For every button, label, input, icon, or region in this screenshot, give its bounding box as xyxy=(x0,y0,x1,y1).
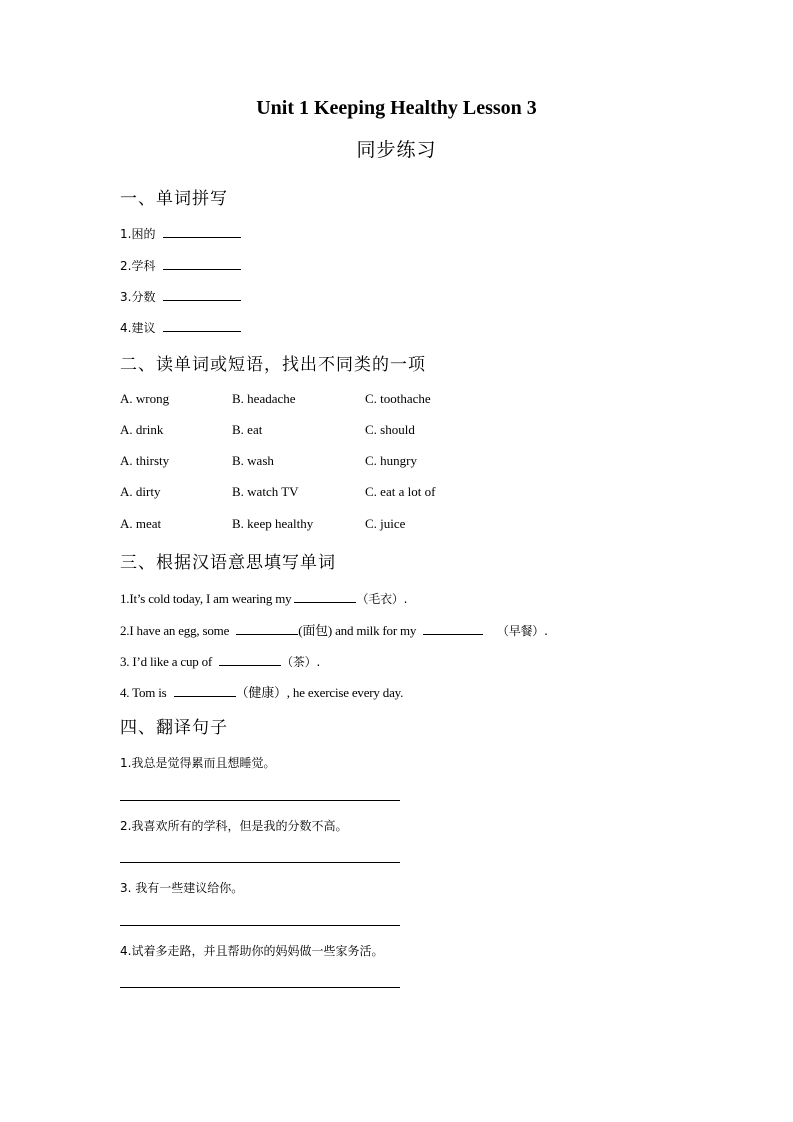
fill-blank[interactable] xyxy=(294,588,356,603)
question-text: 3. I’d like a cup of xyxy=(120,654,216,669)
section-4-heading: 四、翻译句子 xyxy=(120,718,228,738)
spelling-item-label: 4.建议 xyxy=(120,321,156,335)
question-text: （健康）, he exercise every day. xyxy=(235,685,404,700)
question-text: 2.I have an egg, some xyxy=(120,623,233,638)
section-1-heading: 一、单词拼写 xyxy=(120,189,228,209)
spelling-blank[interactable] xyxy=(163,255,241,270)
fill-question-4 xyxy=(120,682,403,701)
answer-line[interactable] xyxy=(120,987,400,988)
spelling-blank[interactable] xyxy=(163,286,241,301)
section-3-heading: 三、根据汉语意思填写单词 xyxy=(120,553,336,573)
option-c: C. eat a lot of xyxy=(365,484,436,499)
option-b: B. headache xyxy=(232,391,296,406)
question-text: （早餐）. xyxy=(493,624,548,638)
question-text: 4. Tom is xyxy=(120,685,170,700)
question-text: （茶）. xyxy=(281,655,321,669)
answer-line[interactable] xyxy=(120,925,400,926)
answer-line[interactable] xyxy=(120,800,400,801)
translate-prompt: 1.我总是觉得累而且想睡觉。 xyxy=(120,756,276,770)
answer-line[interactable] xyxy=(120,862,400,863)
option-b: B. wash xyxy=(232,453,274,468)
translate-prompt: 3. 我有一些建议给你。 xyxy=(120,881,244,895)
question-text: 1.It’s cold today, I am wearing my xyxy=(120,591,295,606)
option-b: B. eat xyxy=(232,422,263,437)
translate-prompt: 4.试着多走路，并且帮助你的妈妈做一些家务活。 xyxy=(120,944,384,958)
option-a: A. drink xyxy=(120,422,164,437)
option-c: C. hungry xyxy=(365,453,417,468)
spelling-item-label: 3.分数 xyxy=(120,290,156,304)
translate-prompt: 2.我喜欢所有的学科，但是我的分数不高。 xyxy=(120,819,348,833)
option-b: B. keep healthy xyxy=(232,516,314,531)
fill-blank[interactable] xyxy=(423,620,483,635)
spelling-blank[interactable] xyxy=(163,317,241,332)
option-a: A. thirsty xyxy=(120,453,170,468)
spelling-item-label: 2.学科 xyxy=(120,259,156,273)
option-a: A. wrong xyxy=(120,391,170,406)
fill-blank[interactable] xyxy=(219,651,281,666)
option-c: C. toothache xyxy=(365,391,431,406)
page-title: Unit 1 Keeping Healthy Lesson 3 xyxy=(256,97,537,119)
section-2-heading: 二、读单词或短语，找出不同类的一项 xyxy=(120,355,426,375)
option-c: C. should xyxy=(365,422,415,437)
spelling-item xyxy=(120,317,241,336)
option-c: C. juice xyxy=(365,516,406,531)
page-subtitle: 同步练习 xyxy=(356,140,437,161)
fill-blank[interactable] xyxy=(236,620,298,635)
fill-question-1 xyxy=(120,588,407,607)
option-b: B. watch TV xyxy=(232,484,299,499)
fill-question-2 xyxy=(120,620,548,639)
question-text: （毛衣）. xyxy=(356,592,408,606)
option-a: A. meat xyxy=(120,516,162,531)
fill-blank[interactable] xyxy=(174,682,236,697)
question-text: (面包) and milk for my xyxy=(298,623,420,638)
spelling-blank[interactable] xyxy=(163,223,241,238)
fill-question-3 xyxy=(120,651,320,670)
spelling-item xyxy=(120,255,241,274)
spelling-item xyxy=(120,286,241,305)
spelling-item-label: 1.困的 xyxy=(120,227,156,241)
spelling-item xyxy=(120,223,241,242)
option-a: A. dirty xyxy=(120,484,161,499)
